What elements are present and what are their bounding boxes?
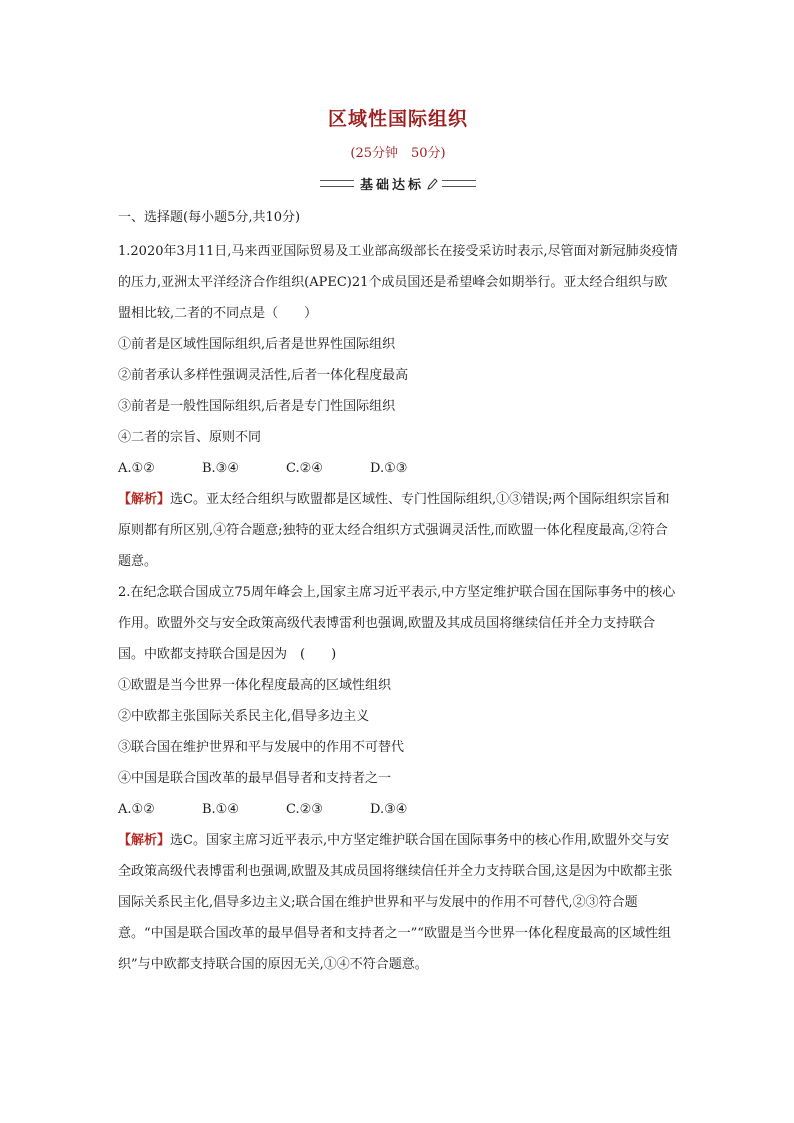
option-c: C.②③ <box>286 802 323 817</box>
statement-item: ①欧盟是当今世界一体化程度最高的区域性组织 <box>118 678 392 693</box>
answer-options <box>118 794 678 825</box>
time-score-subtitle: (25分钟 50分) <box>350 146 446 161</box>
question-2 <box>118 577 678 980</box>
option-b: B.①④ <box>202 802 239 817</box>
option-c: C.②④ <box>286 461 323 476</box>
option-d: D.③④ <box>370 802 408 817</box>
statement-item: ③前者是一般性国际组织,后者是专门性国际组织 <box>118 399 396 414</box>
section-banner <box>118 172 678 194</box>
analysis-block <box>118 825 678 980</box>
analysis-tag: 【解析】 <box>118 492 171 507</box>
option-a: A.①② <box>118 461 155 476</box>
option-a: A.①② <box>118 802 155 817</box>
statement-item: ②前者承认多样性强调灵活性,后者一体化程度最高 <box>118 368 409 383</box>
analysis-tag: 【解析】 <box>118 833 171 848</box>
pencil-icon <box>426 176 438 190</box>
document-page <box>118 100 678 980</box>
option-d: D.①③ <box>370 461 408 476</box>
question-stem: 2.在纪念联合国成立75周年峰会上,国家主席习近平表示,中方坚定维护联合国在国际事务中的核心作用。欧盟外交与安全政策高级代表博雷利也强调,欧盟及其成员国将继续信任并全力支持联合国。中欧都支持联合国是因为 ( ) <box>118 585 676 662</box>
option-b: B.③④ <box>202 461 239 476</box>
statement-item: ④二者的宗旨、原则不同 <box>118 430 262 445</box>
analysis-text: 选C。国家主席习近平表示,中方坚定维护联合国在国际事务中的核心作用,欧盟外交与安全政策高级代表博雷利也强调,欧盟及其成员国将继续信任并全力支持联合国,这是因为中欧都主张国际关系民主化,倡导多边主义;联合国在维护世界和平与发展中的作用不可替代,②③符合题意。“中国是联合国改革的最早倡导者和支持者之一”“欧盟是当今世界一体化程度最高的区域性组织”与中欧都支持联合国的原因无关,①④不符合题意。 <box>118 833 673 972</box>
statement-item: ③联合国在维护世界和平与发展中的作用不可替代 <box>118 740 405 755</box>
section-heading: 一、选择题(每小题5分,共10分) <box>118 210 301 225</box>
analysis-text: 选C。亚太经合组织与欧盟都是区域性、专门性国际组织,①③错误;两个国际组织宗旨和原则都有所区别,④符合题意;独特的亚太经合组织方式强调灵活性,而欧盟一体化程度最高,②符合题意。 <box>118 492 670 569</box>
document-title: 区域性国际组织 <box>327 108 468 130</box>
statement-item: ②中欧都主张国际关系民主化,倡导多边主义 <box>118 709 370 724</box>
statement-item: ④中国是联合国改革的最早倡导者和支持者之一 <box>118 771 392 786</box>
statement-item: ①前者是区域性国际组织,后者是世界性国际组织 <box>118 337 396 352</box>
banner-left-rule <box>320 180 354 187</box>
banner-right-rule <box>442 180 476 187</box>
section-banner-label: 基础达标 <box>359 177 424 193</box>
question-stem: 1.2020年3月11日,马来西亚国际贸易及工业部高级部长在接受采访时表示,尽管面对新冠肺炎疫情的压力,亚洲太平洋经济合作组织(APEC)21个成员国还是希望峰会如期举行。亚太经合组织与欧盟相比较,二者的不同点是（ ） <box>118 244 678 321</box>
question-1 <box>118 236 678 577</box>
analysis-block <box>118 484 678 577</box>
answer-options <box>118 453 678 484</box>
